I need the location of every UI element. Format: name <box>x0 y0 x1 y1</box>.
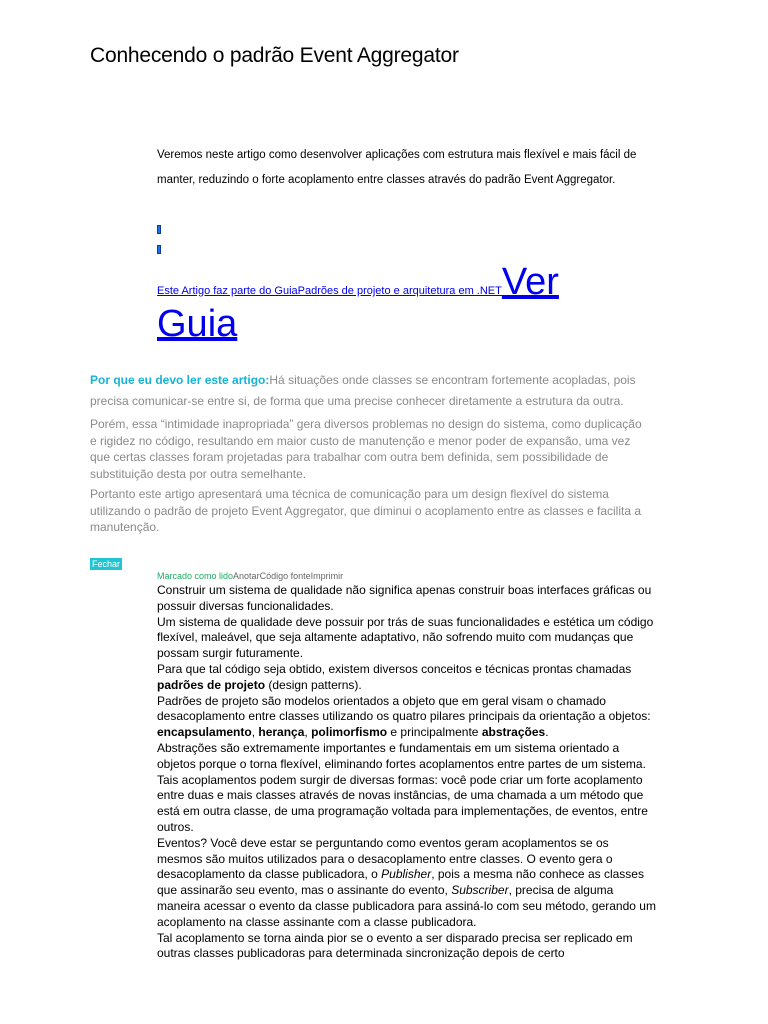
bookmark-marker-icon[interactable] <box>157 245 161 254</box>
body-italic-text: Subscriber <box>451 883 509 898</box>
why-read-paragraph <box>90 370 650 412</box>
body-paragraph <box>157 694 657 741</box>
body-text: , precisa de alguma maneira acessar o evento da classe publicadora para assiná-lo com seu método, gerando um acoplamento na classe assinante com a classe publicadora. <box>157 883 656 929</box>
mark-as-read-button[interactable]: Marcado como lido <box>157 571 234 581</box>
why-read-text: Há situações onde classes se encontram fortemente acopladas, pois precisa comunicar-se entre si, de forma que uma precise conhecer diretamente a estrutura da outra. <box>90 373 636 408</box>
view-guide-link[interactable]: Ver <box>501 261 559 303</box>
source-code-button[interactable]: Código fonte <box>259 571 311 581</box>
annotate-button[interactable]: Anotar <box>233 571 260 581</box>
body-bold-text: encapsulamento <box>157 725 252 740</box>
guide-prefix-link[interactable]: Este Artigo faz parte do Guia <box>157 285 298 297</box>
body-text: , <box>251 725 259 740</box>
body-paragraph: Abstrações são extremamente importantes e fundamentais em um sistema orientado a objetos porque o torna flexível, eliminando fortes acoplamentos entre partes de um sistema. <box>157 740 646 771</box>
print-button[interactable]: Imprimir <box>310 571 344 581</box>
bookmark-marker-icon[interactable] <box>157 225 161 234</box>
body-bold-text: padrões de projeto <box>157 677 266 692</box>
article-intro: Veremos neste artigo como desenvolver aplicações com estrutura mais flexível e mais fácil de manter, reduzindo o forte acoplamento entre classes através do padrão Event Aggregator. <box>157 149 637 186</box>
body-bold-text: abstrações <box>481 725 546 740</box>
body-text: (design patterns). <box>265 677 362 692</box>
why-read-label: Por que eu devo ler este artigo: <box>90 373 270 387</box>
body-text: Eventos? Você deve estar se perguntando como eventos geram acoplamentos se os mesmos são muitos utilizados para o desacoplamento entre classes. O evento gera o desacoplamento da classe publicadora, o <box>157 835 613 882</box>
page-title: Conhecendo o padrão Event Aggregator <box>90 44 459 67</box>
body-bold-text: polimorfismo <box>311 725 388 740</box>
why-read-paragraph: Portanto este artigo apresentará uma técnica de comunicação para um design flexível do sistema utilizando o padrão de projeto Event Aggregator, que diminui o acoplamento entre as classes e facilita a manutenção. <box>90 487 642 534</box>
body-paragraph: Tais acoplamentos podem surgir de diversas formas: você pode criar um forte acoplamento entre duas e mais classes através de novas instâncias, de uma chamada a um método que está em outra classe, de uma programação voltada para implementações, de eventos, entre outros. <box>157 772 648 834</box>
body-paragraph <box>157 836 657 931</box>
why-read-paragraph: Porém, essa “intimidade inapropriada” gera diversos problemas no design do sistema, como duplicação e rigidez no código, resultando em maior custo de manutenção e menor poder de expansão, uma vez que certas classes foram projetadas para trabalhar com outra bem definida, sem possibilidade de substituição desta por outra semelhante. <box>90 417 642 481</box>
body-paragraph: Construir um sistema de qualidade não significa apenas construir boas interfaces gráficas ou possuir diversas funcionalidades. <box>157 583 652 613</box>
body-bold-text: herança <box>258 725 305 740</box>
view-guide-link[interactable]: Guia <box>157 303 238 345</box>
article-body <box>157 583 657 962</box>
article-toolbar <box>157 571 343 581</box>
close-button[interactable]: Fechar <box>92 559 121 569</box>
guide-link-line <box>157 305 637 343</box>
body-text: Para que tal código seja obtido, existem diversos conceitos e técnicas prontas chamadas <box>157 661 632 676</box>
body-paragraph <box>157 662 657 694</box>
body-text: . <box>545 725 549 740</box>
body-text: e principalmente <box>387 725 482 740</box>
body-paragraph: Um sistema de qualidade deve possuir por trás de suas funcionalidades e estética um código flexível, maleável, que seja altamente adaptativo, não sofrendo muito com mudanças que possam surgir futuramente. <box>157 614 654 661</box>
guide-link-line <box>157 263 637 301</box>
body-text: Padrões de projeto são modelos orientados a objeto que em geral visam o chamado desacoplamento entre classes utilizando os quatro pilares principais da orientação a objetos: <box>157 693 651 724</box>
guide-name-link[interactable]: Padrões de projeto e arquitetura em .NET <box>297 285 502 297</box>
body-text: , <box>304 725 312 740</box>
body-text: , pois a mesma não conhece as classes que assinarão seu evento, mas o assinante do evento, <box>157 867 644 898</box>
why-read-section <box>90 370 650 536</box>
body-paragraph: Tal acoplamento se torna ainda pior se o evento a ser disparado precisa ser replicado em outras classes publicadoras para determinada sincronização depois de certo <box>157 930 633 961</box>
body-italic-text: Publisher <box>381 867 432 882</box>
guide-link[interactable] <box>157 263 637 343</box>
